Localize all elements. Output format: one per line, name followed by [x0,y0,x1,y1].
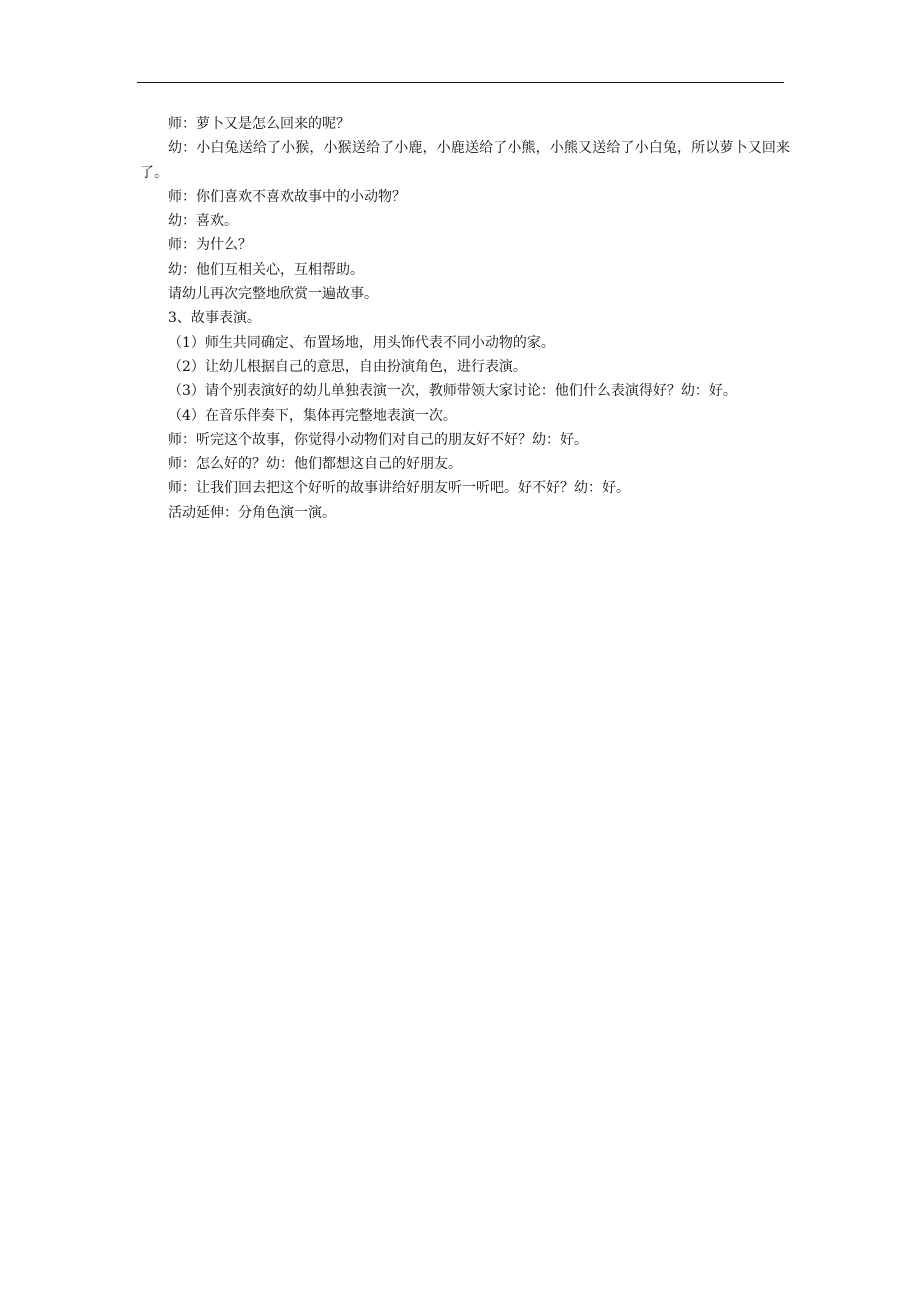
paragraph-step-4: （4）在音乐伴奏下，集体再完整地表演一次。 [168,407,457,424]
paragraph-15: 师：让我们回去把这个好听的故事讲给好朋友听一听吧。好不好？幼：好。 [168,480,630,497]
paragraph-6: 幼：他们互相关心，互相帮助。 [168,261,364,278]
paragraph-14: 师：怎么好的？幼：他们都想这自己的好朋友。 [168,456,462,473]
paragraph-step-1: （1）师生共同确定、布置场地，用头饰代表不同小动物的家。 [168,334,555,351]
paragraph-step-3: （3）请个别表演好的幼儿单独表演一次，教师带领大家讨论：他们什么表演得好？幼：好。 [168,383,737,400]
paragraph-5: 师：为什么？ [168,237,252,254]
document-body [140,112,790,525]
section-heading-3: 3、故事表演。 [168,310,261,327]
paragraph-4: 幼：喜欢。 [168,213,238,230]
paragraph-1: 师：萝卜又是怎么回来的呢？ [168,116,350,132]
paragraph-extension: 活动延伸：分角色演一演。 [168,504,336,521]
paragraph-2: 幼：小白兔送给了小猴，小猴送给了小鹿，小鹿送给了小熊，小熊又送给了小白兔，所以萝卜又回来了。 [140,140,790,181]
paragraph-7: 请幼儿再次完整地欣赏一遍故事。 [168,286,378,303]
paragraph-3: 师：你们喜欢不喜欢故事中的小动物？ [168,188,406,205]
paragraph-13: 师：听完这个故事，你觉得小动物们对自己的朋友好不好？幼：好。 [168,431,588,448]
paragraph-step-2: （2）让幼儿根据自己的意思，自由扮演角色，进行表演。 [168,358,527,375]
header-rule [137,82,784,83]
